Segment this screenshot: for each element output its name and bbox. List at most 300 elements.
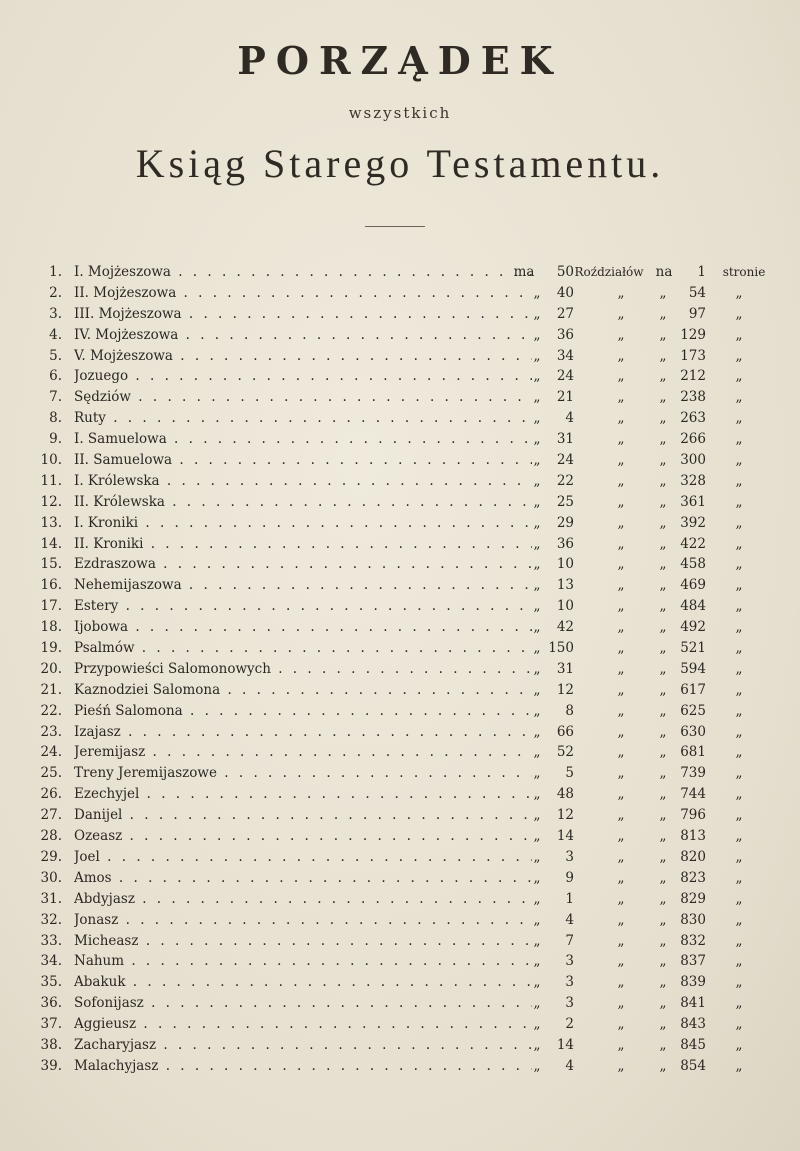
ditto-mark: „: [659, 452, 667, 469]
ditto-mark: „: [533, 368, 541, 385]
page-subtitle: wszystkich: [348, 104, 452, 122]
book-name: Jonasz . . .: [74, 910, 532, 931]
toc-row: [30, 868, 770, 889]
ditto-mark: „: [617, 1057, 625, 1074]
book-name: Zacharyjasz . . .: [74, 1035, 532, 1056]
chapter-count: 34: [556, 347, 574, 364]
ditto-mark: „: [533, 410, 541, 427]
start-page: 521: [680, 640, 706, 657]
book-name: IV. Mojżeszowa . . .: [74, 325, 532, 346]
page-main-title: Ksiąg Starego Testamentu.: [135, 141, 665, 186]
ditto-mark: „: [735, 932, 743, 949]
ditto-mark: „: [617, 577, 625, 594]
book-name: II. Samuelowa . . .: [74, 450, 532, 471]
chapter-count: 3: [565, 974, 574, 991]
label-stronie: stronie: [722, 265, 766, 279]
ditto-mark: „: [735, 995, 743, 1012]
chapter-count: 14: [556, 1036, 574, 1053]
chapter-count: 5: [565, 765, 574, 782]
row-number: 23.: [40, 723, 62, 740]
start-page: 328: [680, 472, 706, 489]
book-name: Sędziów . . .: [74, 387, 532, 408]
row-number: 8.: [49, 410, 62, 427]
ditto-mark: „: [659, 911, 667, 928]
chapter-count: 4: [565, 410, 574, 427]
chapter-count: 4: [565, 911, 574, 928]
toc-row: [30, 826, 770, 847]
ditto-mark: „: [617, 953, 625, 970]
book-name: I. Królewska . . .: [74, 471, 532, 492]
row-number: 33.: [40, 932, 62, 949]
start-page: 54: [688, 284, 706, 301]
row-number: 39.: [40, 1057, 62, 1074]
toc-row: [30, 492, 770, 513]
ditto-mark: „: [735, 1057, 743, 1074]
book-name: Pieśń Salomona . . .: [74, 701, 532, 722]
start-page: 845: [680, 1036, 706, 1053]
start-page: 625: [680, 702, 706, 719]
ditto-mark: „: [533, 995, 541, 1012]
toc-row: [30, 972, 770, 993]
toc-row: [30, 283, 770, 304]
start-page: 837: [680, 953, 706, 970]
book-name: Ruty . . .: [74, 408, 532, 429]
start-page: 681: [680, 744, 706, 761]
book-name: Nehemijaszowa . . .: [74, 575, 532, 596]
ditto-mark: „: [735, 723, 743, 740]
book-name: III. Mojżeszowa . . .: [74, 304, 532, 325]
ditto-mark: „: [735, 1036, 743, 1053]
row-number: 14.: [40, 535, 62, 552]
ditto-mark: „: [659, 368, 667, 385]
table-of-contents: [30, 262, 770, 1077]
ditto-mark: „: [659, 660, 667, 677]
ditto-mark: „: [617, 452, 625, 469]
ditto-mark: „: [659, 681, 667, 698]
toc-row: [30, 722, 770, 743]
ditto-mark: „: [617, 514, 625, 531]
row-number: 38.: [40, 1036, 62, 1053]
ditto-mark: „: [735, 493, 743, 510]
ditto-mark: „: [659, 723, 667, 740]
ditto-mark: „: [735, 535, 743, 552]
book-name: Micheasz . . .: [74, 931, 532, 952]
ditto-mark: „: [533, 472, 541, 489]
ditto-mark: „: [735, 284, 743, 301]
toc-row: [30, 784, 770, 805]
book-name: Kaznodziei Salomona . . .: [74, 680, 532, 701]
ditto-mark: „: [533, 389, 541, 406]
book-name: I. Samuelowa . . .: [74, 429, 532, 450]
ditto-mark: „: [617, 556, 625, 573]
chapter-count: 50: [556, 264, 574, 280]
start-page: 492: [680, 619, 706, 636]
toc-row: [30, 596, 770, 617]
row-number: 31.: [40, 890, 62, 907]
book-name: Ezdraszowa . . .: [74, 554, 532, 575]
row-number: 2.: [49, 284, 62, 301]
ditto-mark: „: [659, 932, 667, 949]
ditto-mark: „: [659, 389, 667, 406]
start-page: 839: [680, 974, 706, 991]
ditto-mark: „: [533, 326, 541, 343]
row-number: 32.: [40, 911, 62, 928]
ditto-mark: „: [659, 514, 667, 531]
book-name: Izajasz . . .: [74, 722, 532, 743]
chapter-count: 24: [556, 368, 574, 385]
ditto-mark: „: [735, 389, 743, 406]
chapter-count: 22: [556, 472, 574, 489]
book-name: II. Królewska . . .: [74, 492, 532, 513]
chapter-count: 36: [556, 535, 574, 552]
ditto-mark: „: [617, 681, 625, 698]
ditto-mark: „: [533, 974, 541, 991]
ditto-mark: „: [617, 493, 625, 510]
start-page: 263: [680, 410, 706, 427]
ditto-mark: „: [617, 305, 625, 322]
start-page: 238: [680, 389, 706, 406]
ditto-mark: „: [735, 974, 743, 991]
ditto-mark: „: [659, 556, 667, 573]
ditto-mark: „: [533, 890, 541, 907]
ditto-mark: „: [659, 848, 667, 865]
start-page: 829: [680, 890, 706, 907]
ditto-mark: „: [533, 681, 541, 698]
toc-row: [30, 805, 770, 826]
chapter-count: 42: [556, 619, 574, 636]
row-number: 5.: [49, 347, 62, 364]
chapter-count: 13: [556, 577, 574, 594]
ditto-mark: „: [735, 911, 743, 928]
row-number: 18.: [40, 619, 62, 636]
start-page: 173: [680, 347, 706, 364]
ditto-mark: „: [735, 347, 743, 364]
ditto-mark: „: [735, 660, 743, 677]
start-page: 212: [680, 368, 706, 385]
ditto-mark: „: [659, 869, 667, 886]
book-name: I. Kroniki . . .: [74, 513, 532, 534]
ditto-mark: „: [533, 305, 541, 322]
row-number: 27.: [40, 807, 62, 824]
toc-row: [30, 325, 770, 346]
chapter-count: 12: [556, 681, 574, 698]
title-divider: [365, 226, 425, 227]
start-page: 796: [680, 807, 706, 824]
toc-row: [30, 1056, 770, 1077]
start-page: 484: [680, 598, 706, 615]
toc-row: [30, 701, 770, 722]
row-number: 21.: [40, 681, 62, 698]
chapter-count: 24: [556, 452, 574, 469]
ditto-mark: „: [735, 326, 743, 343]
chapter-count: 48: [556, 786, 574, 803]
label-rozdzialow: Roździałów: [574, 265, 644, 279]
ditto-mark: „: [659, 347, 667, 364]
ditto-mark: „: [659, 431, 667, 448]
row-number: 15.: [40, 556, 62, 573]
toc-row: [30, 889, 770, 910]
start-page: 300: [680, 452, 706, 469]
toc-row: [30, 387, 770, 408]
row-number: 16.: [40, 577, 62, 594]
ditto-mark: „: [533, 807, 541, 824]
book-name: Jozuego . . .: [74, 366, 532, 387]
ditto-mark: „: [533, 786, 541, 803]
ditto-mark: „: [617, 869, 625, 886]
book-name: Ezechyjel . . .: [74, 784, 532, 805]
ditto-mark: „: [533, 556, 541, 573]
toc-row: [30, 742, 770, 763]
ditto-mark: „: [659, 326, 667, 343]
start-page: 1: [697, 264, 706, 280]
ditto-mark: „: [533, 284, 541, 301]
chapter-count: 3: [565, 995, 574, 1012]
chapter-count: 12: [556, 807, 574, 824]
chapter-count: 3: [565, 848, 574, 865]
book-name: Przypowieści Salomonowych . . .: [74, 659, 532, 680]
ditto-mark: „: [659, 890, 667, 907]
book-name: Estery . . .: [74, 596, 532, 617]
book-name: Abakuk . . .: [74, 972, 532, 993]
chapter-count: 10: [556, 556, 574, 573]
ditto-mark: „: [617, 368, 625, 385]
ditto-mark: „: [617, 890, 625, 907]
ditto-mark: „: [617, 472, 625, 489]
ditto-mark: „: [659, 284, 667, 301]
ditto-mark: „: [533, 828, 541, 845]
ditto-mark: „: [735, 472, 743, 489]
ditto-mark: „: [617, 995, 625, 1012]
ditto-mark: „: [659, 1016, 667, 1033]
ditto-mark: „: [735, 431, 743, 448]
ditto-mark: „: [533, 1016, 541, 1033]
toc-row: [30, 951, 770, 972]
toc-row: [30, 513, 770, 534]
ditto-mark: „: [617, 723, 625, 740]
start-page: 422: [680, 535, 706, 552]
ditto-mark: „: [735, 556, 743, 573]
row-number: 10.: [40, 452, 62, 469]
ditto-mark: „: [659, 995, 667, 1012]
row-number: 20.: [40, 660, 62, 677]
ditto-mark: „: [533, 660, 541, 677]
toc-row: [30, 638, 770, 659]
chapter-count: 36: [556, 326, 574, 343]
row-number: 3.: [49, 305, 62, 322]
book-name: Sofonijasz . . .: [74, 993, 532, 1014]
chapter-count: 40: [556, 284, 574, 301]
start-page: 594: [680, 660, 706, 677]
start-page: 841: [680, 995, 706, 1012]
book-name: Amos . . .: [74, 868, 532, 889]
row-number: 4.: [49, 326, 62, 343]
ditto-mark: „: [735, 514, 743, 531]
ditto-mark: „: [533, 765, 541, 782]
ditto-mark: „: [735, 640, 743, 657]
start-page: 469: [680, 577, 706, 594]
chapter-count: 9: [565, 869, 574, 886]
ditto-mark: „: [533, 953, 541, 970]
ditto-mark: „: [617, 640, 625, 657]
row-number: 1.: [49, 264, 62, 280]
chapter-count: 29: [556, 514, 574, 531]
toc-row: [30, 366, 770, 387]
start-page: 361: [680, 493, 706, 510]
row-number: 34.: [40, 953, 62, 970]
start-page: 617: [680, 681, 706, 698]
ditto-mark: „: [533, 452, 541, 469]
ditto-mark: „: [533, 932, 541, 949]
row-number: 6.: [49, 368, 62, 385]
ditto-mark: „: [617, 1016, 625, 1033]
ditto-mark: „: [617, 932, 625, 949]
row-number: 26.: [40, 786, 62, 803]
book-name: V. Mojżeszowa . . .: [74, 346, 532, 367]
toc-row: [30, 534, 770, 555]
ditto-mark: „: [659, 1057, 667, 1074]
ditto-mark: „: [735, 744, 743, 761]
start-page: 129: [680, 326, 706, 343]
ditto-mark: „: [735, 410, 743, 427]
ditto-mark: „: [735, 828, 743, 845]
book-name: Danijel . . .: [74, 805, 532, 826]
ditto-mark: „: [735, 848, 743, 865]
row-number: 19.: [40, 640, 62, 657]
start-page: 630: [680, 723, 706, 740]
chapter-count: 14: [556, 828, 574, 845]
start-page: 854: [680, 1057, 706, 1074]
ditto-mark: „: [659, 472, 667, 489]
book-name: Psalmów . . .: [74, 638, 532, 659]
row-number: 9.: [49, 431, 62, 448]
chapter-count: 4: [565, 1057, 574, 1074]
ditto-mark: „: [533, 723, 541, 740]
ditto-mark: „: [659, 744, 667, 761]
row-number: 36.: [40, 995, 62, 1012]
ditto-mark: „: [659, 786, 667, 803]
row-number: 28.: [40, 828, 62, 845]
ditto-mark: „: [533, 848, 541, 865]
ditto-mark: „: [659, 953, 667, 970]
ditto-mark: „: [735, 452, 743, 469]
toc-row: [30, 471, 770, 492]
toc-row: [30, 617, 770, 638]
toc-row: [30, 554, 770, 575]
book-name: Joel . . .: [74, 847, 532, 868]
ditto-mark: „: [617, 786, 625, 803]
ditto-mark: „: [617, 974, 625, 991]
chapter-count: 21: [556, 389, 574, 406]
chapter-count: 25: [556, 493, 574, 510]
ditto-mark: „: [533, 869, 541, 886]
toc-row: [30, 262, 770, 283]
row-number: 37.: [40, 1016, 62, 1033]
label-na: na: [655, 264, 673, 280]
chapter-count: 10: [556, 598, 574, 615]
book-name: Ozeasz . . .: [74, 826, 532, 847]
ditto-mark: „: [617, 765, 625, 782]
toc-row: [30, 304, 770, 325]
chapter-count: 2: [565, 1016, 574, 1033]
row-number: 25.: [40, 765, 62, 782]
ditto-mark: „: [533, 744, 541, 761]
ditto-mark: „: [735, 765, 743, 782]
ditto-mark: „: [533, 577, 541, 594]
page-title: PORZĄDEK: [237, 38, 563, 83]
ditto-mark: „: [533, 514, 541, 531]
ditto-mark: „: [533, 1057, 541, 1074]
ditto-mark: „: [617, 807, 625, 824]
row-number: 12.: [40, 493, 62, 510]
ditto-mark: „: [735, 619, 743, 636]
ditto-mark: „: [533, 911, 541, 928]
ditto-mark: „: [659, 619, 667, 636]
ditto-mark: „: [659, 807, 667, 824]
ditto-mark: „: [617, 284, 625, 301]
toc-row: [30, 993, 770, 1014]
ditto-mark: „: [735, 890, 743, 907]
toc-row: [30, 910, 770, 931]
ditto-mark: „: [533, 431, 541, 448]
chapter-count: 66: [556, 723, 574, 740]
ditto-mark: „: [659, 493, 667, 510]
ditto-mark: „: [533, 598, 541, 615]
ditto-mark: „: [659, 702, 667, 719]
toc-row: [30, 450, 770, 471]
start-page: 744: [680, 786, 706, 803]
toc-row: [30, 429, 770, 450]
ditto-mark: „: [617, 619, 625, 636]
ditto-mark: „: [617, 828, 625, 845]
start-page: 392: [680, 514, 706, 531]
book-name: I. Mojżeszowa . . .: [74, 262, 532, 283]
book-name: Nahum . . .: [74, 951, 532, 972]
chapter-count: 31: [556, 660, 574, 677]
toc-row: [30, 680, 770, 701]
ditto-mark: „: [659, 1036, 667, 1053]
ditto-mark: „: [617, 848, 625, 865]
row-number: 22.: [40, 702, 62, 719]
row-number: 17.: [40, 598, 62, 615]
ditto-mark: „: [617, 911, 625, 928]
ditto-mark: „: [735, 869, 743, 886]
row-number: 30.: [40, 869, 62, 886]
start-page: 458: [680, 556, 706, 573]
toc-row: [30, 1014, 770, 1035]
row-number: 7.: [49, 389, 62, 406]
row-number: 13.: [40, 514, 62, 531]
toc-row: [30, 1035, 770, 1056]
chapter-count: 150: [548, 640, 574, 657]
row-number: 35.: [40, 974, 62, 991]
ditto-mark: „: [533, 535, 541, 552]
toc-row: [30, 931, 770, 952]
ditto-mark: „: [617, 598, 625, 615]
chapter-count: 1: [565, 890, 574, 907]
ditto-mark: „: [617, 535, 625, 552]
ditto-mark: „: [659, 535, 667, 552]
ditto-mark: „: [659, 598, 667, 615]
toc-row: [30, 575, 770, 596]
ditto-mark: „: [735, 807, 743, 824]
ditto-mark: „: [617, 1036, 625, 1053]
ditto-mark: „: [533, 702, 541, 719]
book-name: Treny Jeremijaszowe . . .: [74, 763, 532, 784]
chapter-count: 7: [565, 932, 574, 949]
chapter-count: 52: [556, 744, 574, 761]
ditto-mark: „: [617, 389, 625, 406]
row-number: 24.: [40, 744, 62, 761]
